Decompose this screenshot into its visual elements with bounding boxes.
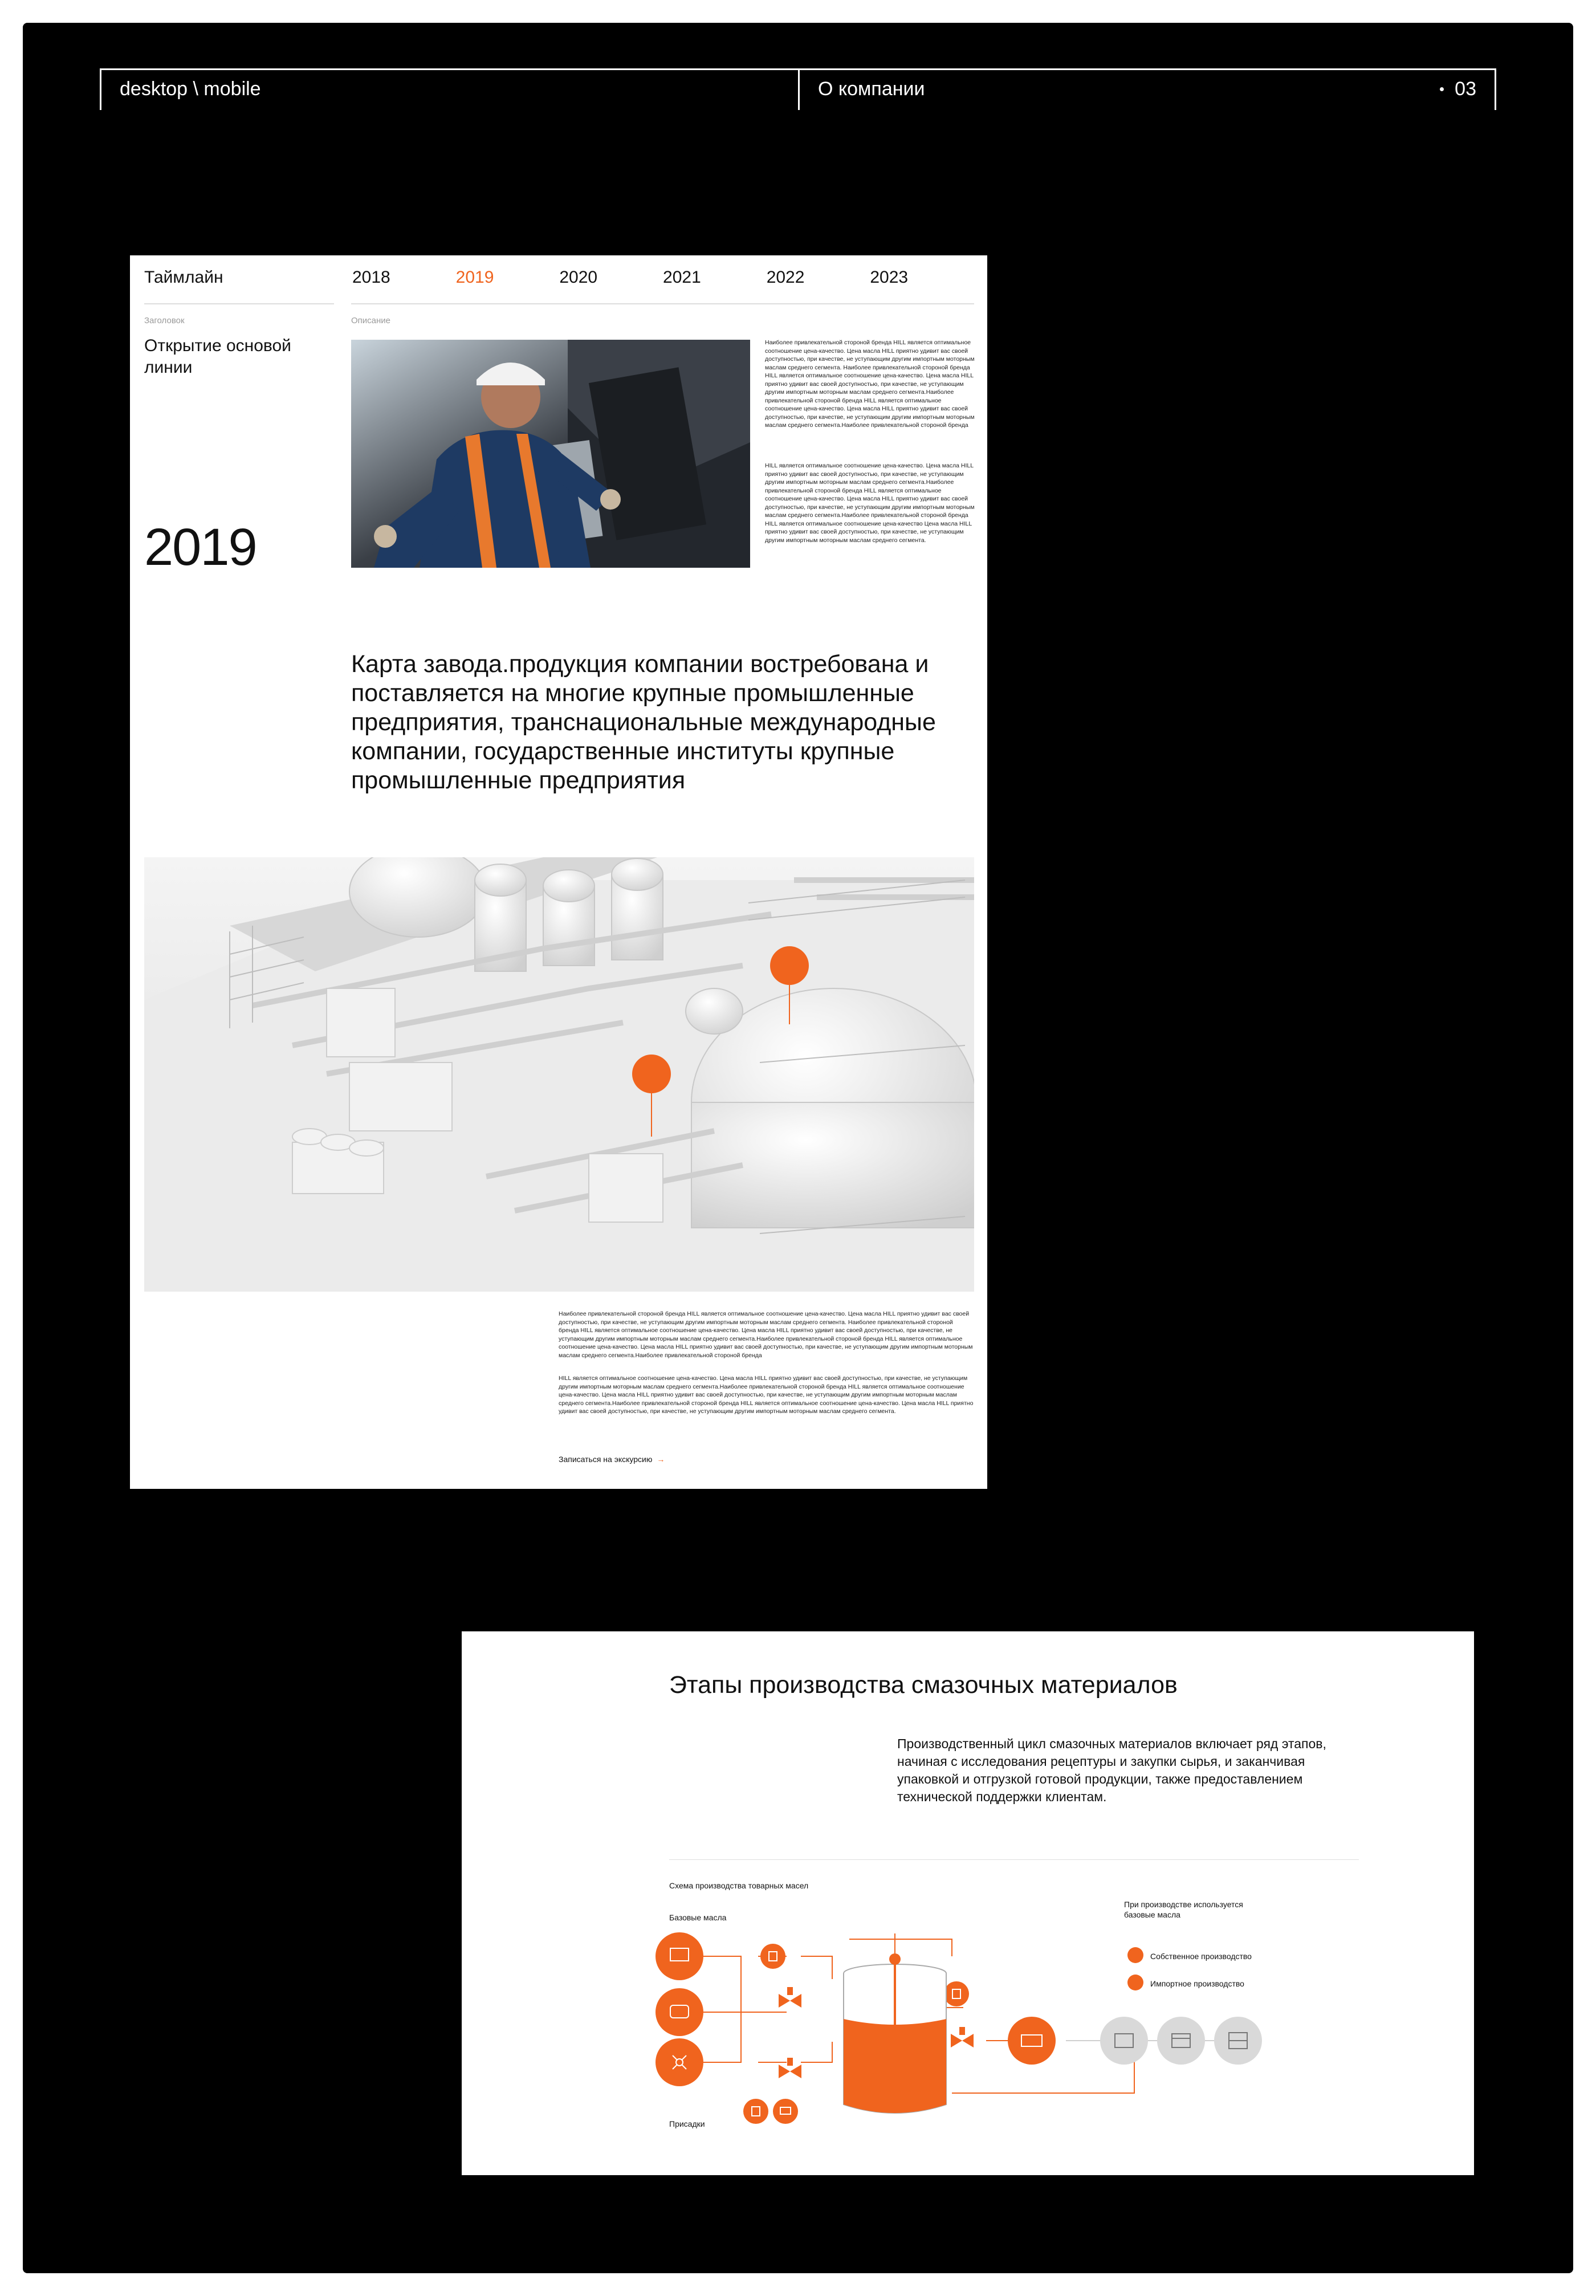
document-icon	[944, 1981, 969, 2006]
production-title: Этапы производства смазочных материалов	[669, 1671, 1178, 1699]
legend-title: При производстве используется базовые масла	[1124, 1900, 1243, 1919]
refinery-icon	[656, 1932, 703, 1980]
bullet-icon	[1440, 87, 1444, 91]
header-right-edge	[1495, 70, 1496, 110]
divider	[144, 303, 334, 304]
arrow-right-icon: →	[657, 1455, 665, 1464]
document-icon	[743, 2099, 768, 2124]
header-section-label: О компании	[798, 70, 1496, 110]
heading-label: Заголовок	[144, 316, 185, 325]
worker-photo	[351, 340, 750, 568]
excursion-link[interactable]	[559, 1455, 665, 1464]
legend-own-label: Собственное производство	[1150, 1952, 1252, 1961]
box-icon	[1157, 2017, 1205, 2065]
legend-import-icon	[1127, 1975, 1143, 1990]
molecule-icon	[656, 2038, 703, 2086]
plant-3d-map	[144, 857, 974, 1292]
tab-year-2018[interactable]: 2018	[352, 268, 390, 287]
header-page-number: 03	[1455, 78, 1476, 100]
excursion-link-label: Записаться на экскурсию	[559, 1455, 653, 1464]
tab-year-2022[interactable]: 2022	[766, 268, 805, 287]
plant-map-lead: Карта завода.продукция компании востребована и поставляется на многие крупные промышленные предприятия, транснациональные международные компании, государственные институты крупные промышленные предприятия	[351, 650, 936, 794]
divider	[669, 1859, 1359, 1860]
big-year: 2019	[144, 518, 256, 576]
plant-paragraph-1: Наиболее привлекательной стороной бренда HILL является оптимальное соотношение цена-качество. Цена масла HILL приятно удивит вас своей доступностью, при качестве, не уступающим другим импортным моторным маслам среднего сегмента. Наиболее привлекательной стороной бренда HILL является оптимальное соотношение цена-качество. Цена масла HILL приятно удивит вас своей доступностью, при качестве, не уступающим другим импортным моторным маслам среднего сегмента.Наиболее привлекательной стороной бренда HILL является оптимальное соотношение цена-качество. Цена масла HILL приятно удивит вас своей доступностью, при качестве, не уступающим другим импортным моторным маслам среднего сегмента.Наиболее привлекательной стороной бренда	[559, 1310, 973, 1359]
mixing-tank-icon	[844, 1953, 946, 2113]
production-scheme-diagram	[656, 1882, 1396, 2167]
packaging-icon	[1100, 2017, 1148, 2065]
tab-year-2020[interactable]: 2020	[559, 268, 598, 287]
event-heading: Открытие основой линии	[144, 336, 291, 377]
legend-import-label: Импортное производство	[1150, 1979, 1244, 1988]
additives-label: Присадки	[669, 2119, 705, 2128]
tab-year-2021[interactable]: 2021	[663, 268, 701, 287]
production-description: Производственный цикл смазочных материалов включает ряд этапов, начиная с исследования рецептуры и закупки сырья, и заканчивая упаковкой и отгрузкой готовой продукции, также предоставлением технической поддержки клиентам.	[897, 1736, 1326, 1804]
timeline-card	[130, 255, 987, 1489]
document-icon	[760, 1944, 785, 1969]
plant-marker-1	[770, 946, 809, 985]
plant-marker-2	[632, 1055, 671, 1093]
plant-paragraph-2: HILL является оптимальное соотношение цена-качество. Цена масла HILL приятно удивит вас своей доступностью, при качестве, не уступающим другим импортным моторным маслам среднего сегмента.Наиболее привлекательной стороной бренда HILL является оптимальное соотношение цена-качество. Цена масла HILL приятно удивит вас своей доступностью, при качестве, не уступающим другим импортным моторным маслам среднего сегмента.Наиболее привлекательной стороной бренда HILL является оптимальное соотношение цена-качество. Цена масла HILL приятно удивит вас своей доступностью, при качестве, не уступающим другим импортным моторным маслам среднего сегмента.	[559, 1375, 974, 1415]
header-platform-label: desktop \ mobile	[100, 70, 798, 110]
scheme-title: Схема производства товарных масел	[669, 1881, 809, 1890]
base-oils-label: Базовые масла	[669, 1913, 727, 1922]
divider	[351, 303, 974, 304]
tank-truck-icon	[656, 1988, 703, 2036]
description-paragraph-2: HILL является оптимальное соотношение цена-качество. Цена масла HILL приятно удивит вас своей доступностью, при качестве, не уступающим другим импортным моторным маслам среднего сегмента.Наиболее привлекательной стороной бренда HILL является оптимальное соотношение цена-качество. Цена масла HILL приятно удивит вас своей доступностью, при качестве, не уступающим другим импортным моторным маслам среднего сегмента.Наиболее привлекательной стороной бренда HILL является оптимальное соотношение цена-качество Цена масла HILL приятно удивит вас своей доступностью, при качестве, не уступающим другим импортным моторным маслам среднего сегмента.	[765, 462, 975, 544]
timeline-title: Таймлайн	[144, 268, 223, 287]
slide-header	[100, 68, 1496, 108]
filter-icon	[1008, 2017, 1056, 2065]
description-paragraph-1: Наиболее привлекательной стороной бренда HILL является оптимальное соотношение цена-качество. Цена масла HILL приятно удивит вас своей доступностью, при качестве, не уступающим другим импортным моторным маслам среднего сегмента. Наиболее привлекательной стороной бренда HILL является оптимальное соотношение цена-качество. Цена масла HILL приятно удивит вас своей доступностью, при качестве, не уступающим другим импортным моторным маслам среднего сегмента.Наиболее привлекательной стороной бренда HILL является оптимальное соотношение цена-качество. Цена масла HILL приятно удивит вас своей доступностью, при качестве, не уступающим другим импортным моторным маслам среднего сегмента.Наиболее привлекательной стороной бренда	[765, 339, 975, 429]
tab-year-2023[interactable]: 2023	[870, 268, 909, 287]
production-card	[462, 1631, 1474, 2175]
description-label: Описание	[351, 316, 391, 325]
year-tabs	[352, 268, 974, 287]
tab-year-2019[interactable]: 2019	[455, 268, 494, 287]
legend-own-icon	[1127, 1947, 1143, 1963]
laptop-icon	[773, 2099, 798, 2124]
